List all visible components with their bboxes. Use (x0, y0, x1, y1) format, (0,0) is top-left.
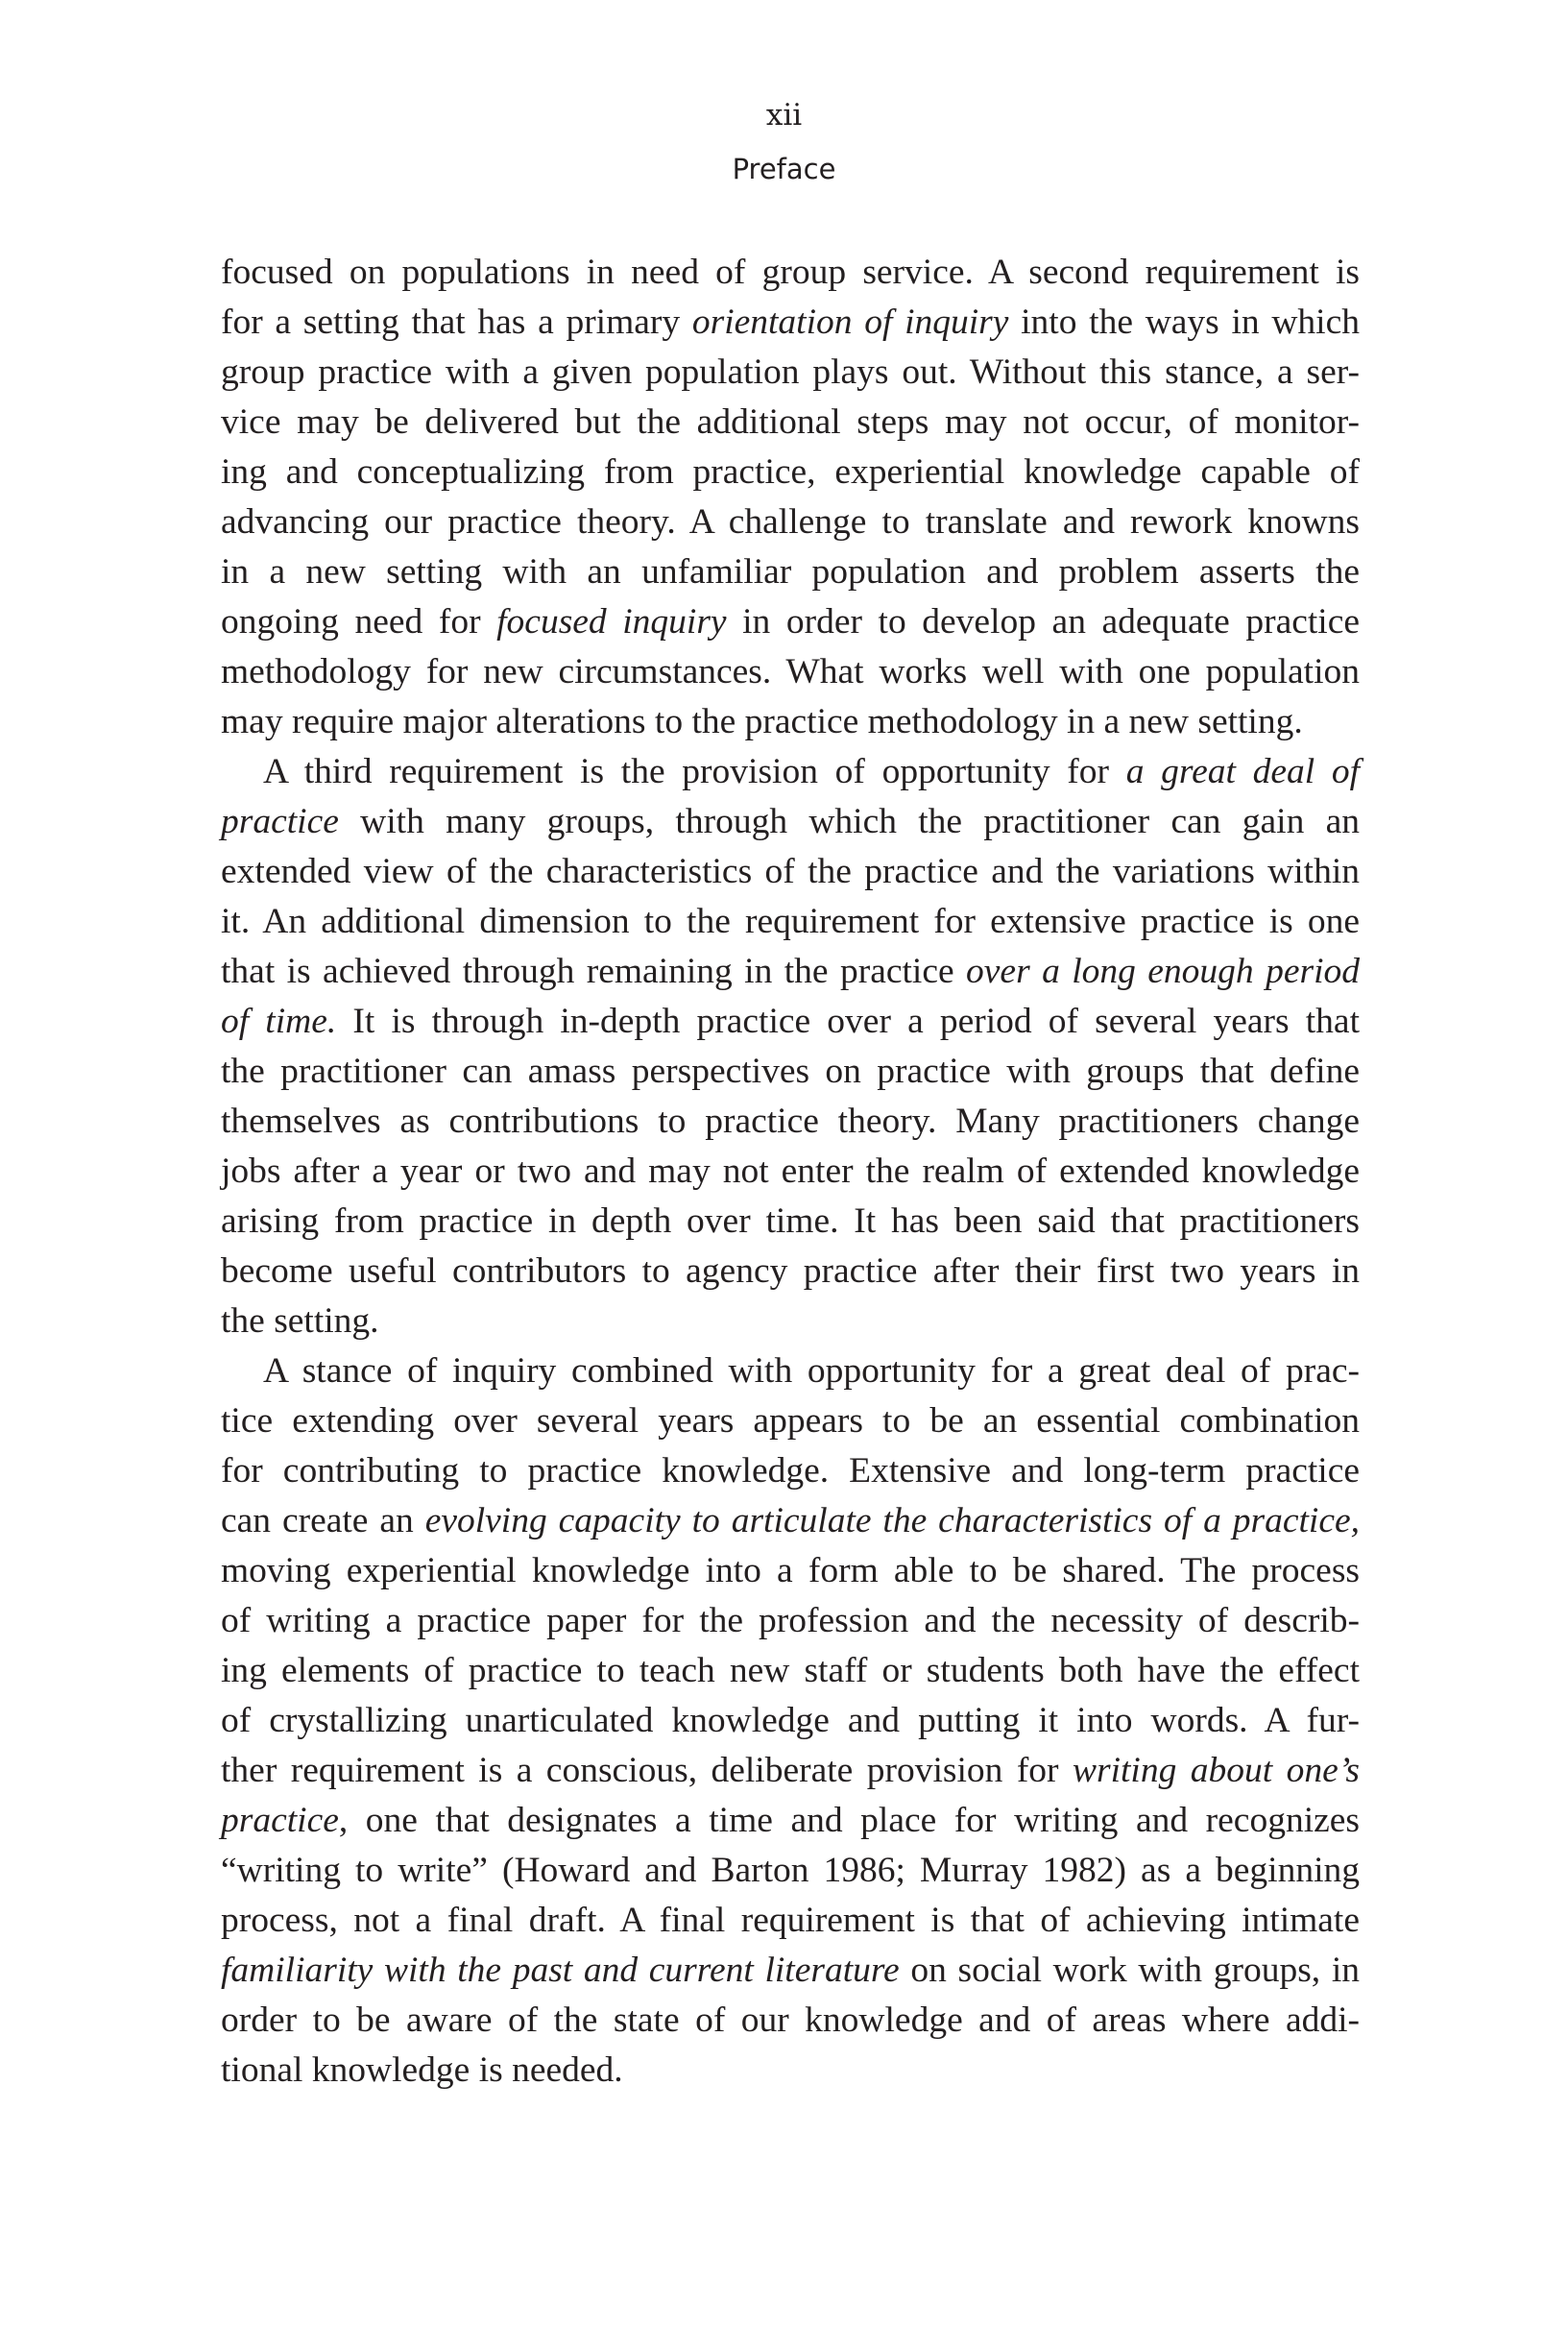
text-line (221, 298, 1360, 348)
text-line (221, 1047, 1360, 1097)
text-line (221, 1946, 1360, 1996)
text-run: for a setting that has a primary (221, 303, 692, 342)
text-line (221, 647, 1360, 697)
text-line (221, 1546, 1360, 1596)
italic-emphasis: focused inquiry (496, 602, 727, 642)
text-run: ing and conceptualizing from practice, experiential knowledge capable of (221, 452, 1360, 492)
text-line (221, 1346, 1360, 1396)
text-run: on social work with groups, in (899, 1951, 1360, 1990)
text-run: order to be aware of the state of our knowledge and of areas where addi- (221, 2000, 1360, 2040)
text-run: in order to develop an adequate practice (726, 602, 1360, 642)
text-line (221, 1996, 1360, 2046)
text-run: tional knowledge is needed. (221, 2050, 623, 2090)
text-run: ing elements of practice to teach new staff or students both have the effect (221, 1651, 1360, 1690)
text-line (221, 1846, 1360, 1896)
paragraph (221, 1346, 1360, 2096)
text-run: advancing our practice theory. A challenge to translate and rework knowns (221, 502, 1360, 542)
text-line (221, 1097, 1360, 1147)
text-line (221, 897, 1360, 947)
text-line (221, 1197, 1360, 1247)
text-run: for contributing to practice knowledge. Extensive and long-term practice (221, 1451, 1360, 1491)
text-run: extended view of the characteristics of the practice and the variations within (221, 852, 1360, 891)
text-run: themselves as contributions to practice theory. Many practitioners change (221, 1102, 1360, 1141)
text-line (221, 1297, 1360, 1346)
text-run: methodology for new circumstances. What works well with one population (221, 652, 1360, 691)
text-line (221, 1696, 1360, 1746)
italic-emphasis: evolving capacity to articulate the characteristics of a practice, (424, 1501, 1360, 1540)
italic-emphasis: over a long enough period (966, 952, 1360, 991)
body-text (221, 248, 1360, 2096)
text-line (221, 697, 1360, 747)
text-line (221, 248, 1360, 298)
text-line (221, 1446, 1360, 1496)
text-run: that is achieved through remaining in the practice (221, 952, 967, 991)
text-line (221, 2046, 1360, 2096)
running-title: Preface (732, 153, 836, 185)
text-run: become useful contributors to agency practice after their first two years in (221, 1251, 1360, 1291)
italic-emphasis: orientation of inquiry (691, 303, 1009, 342)
text-run: jobs after a year or two and may not enter the realm of extended knowledge (221, 1152, 1360, 1191)
italic-emphasis: practice (221, 1801, 339, 1840)
italic-emphasis: a great deal of (1125, 752, 1361, 791)
text-line (221, 497, 1360, 547)
text-line (221, 1247, 1360, 1297)
text-run: the setting. (221, 1301, 379, 1341)
text-run: of writing a practice paper for the profession and the necessity of describ- (221, 1601, 1360, 1640)
text-line (221, 597, 1360, 647)
paragraph (221, 248, 1360, 747)
text-line (221, 847, 1360, 897)
text-line (221, 797, 1360, 847)
text-run: may require major alterations to the practice methodology in a new setting. (221, 702, 1303, 741)
text-run: A third requirement is the provision of opportunity for (263, 752, 1126, 791)
text-run: arising from practice in depth over time. It has been said that practitioners (221, 1201, 1360, 1241)
text-line (221, 1646, 1360, 1696)
text-run: in a new setting with an unfamiliar population and problem asserts the (221, 552, 1360, 592)
text-run: can create an (221, 1501, 425, 1540)
text-run: vice may be delivered but the additional steps may not occur, of monitor- (221, 402, 1360, 442)
text-run: ther requirement is a conscious, deliberate provision for (221, 1751, 1073, 1790)
text-line (221, 1596, 1360, 1646)
text-line (221, 747, 1360, 797)
text-run: group practice with a given population plays out. Without this stance, a ser- (221, 352, 1360, 392)
paragraph (221, 747, 1360, 1346)
italic-emphasis: of time. (221, 1002, 337, 1041)
text-line (221, 1147, 1360, 1197)
text-line (221, 448, 1360, 497)
text-run: it. An additional dimension to the requirement for extensive practice is one (221, 902, 1360, 941)
text-run: ongoing need for (221, 602, 497, 642)
text-line (221, 1896, 1360, 1946)
italic-emphasis: familiarity with the past and current literature (221, 1951, 900, 1990)
text-line (221, 547, 1360, 597)
text-run: tice extending over several years appears to be an essential combination (221, 1401, 1360, 1441)
text-run: into the ways in which (1008, 303, 1360, 342)
text-run: “writing to write” (Howard and Barton 1986; Murray 1982) as a beginning (221, 1851, 1360, 1890)
text-run: It is through in-depth practice over a period of several years that (336, 1002, 1360, 1041)
page-number: xii (765, 98, 803, 133)
text-line (221, 1746, 1360, 1796)
text-run: process, not a final draft. A final requirement is that of achieving intimate (221, 1901, 1360, 1940)
text-run: with many groups, through which the practitioner can gain an (338, 802, 1360, 841)
text-line (221, 1396, 1360, 1446)
text-run: of crystallizing unarticulated knowledge and putting it into words. A fur- (221, 1701, 1360, 1740)
text-line (221, 398, 1360, 448)
text-run: , one that designates a time and place for writing and recognizes (338, 1801, 1360, 1840)
text-run: the practitioner can amass perspectives on practice with groups that define (221, 1052, 1360, 1091)
text-run: A stance of inquiry combined with opportunity for a great deal of prac- (263, 1351, 1360, 1391)
text-line (221, 348, 1360, 398)
text-run: moving experiential knowledge into a form able to be shared. The process (221, 1551, 1360, 1590)
italic-emphasis: practice (221, 802, 339, 841)
text-line (221, 1796, 1360, 1846)
text-line (221, 947, 1360, 997)
text-line (221, 1496, 1360, 1546)
italic-emphasis: writing about one’s (1072, 1751, 1360, 1790)
text-run: focused on populations in need of group service. A second requirement is (221, 253, 1360, 292)
text-line (221, 997, 1360, 1047)
